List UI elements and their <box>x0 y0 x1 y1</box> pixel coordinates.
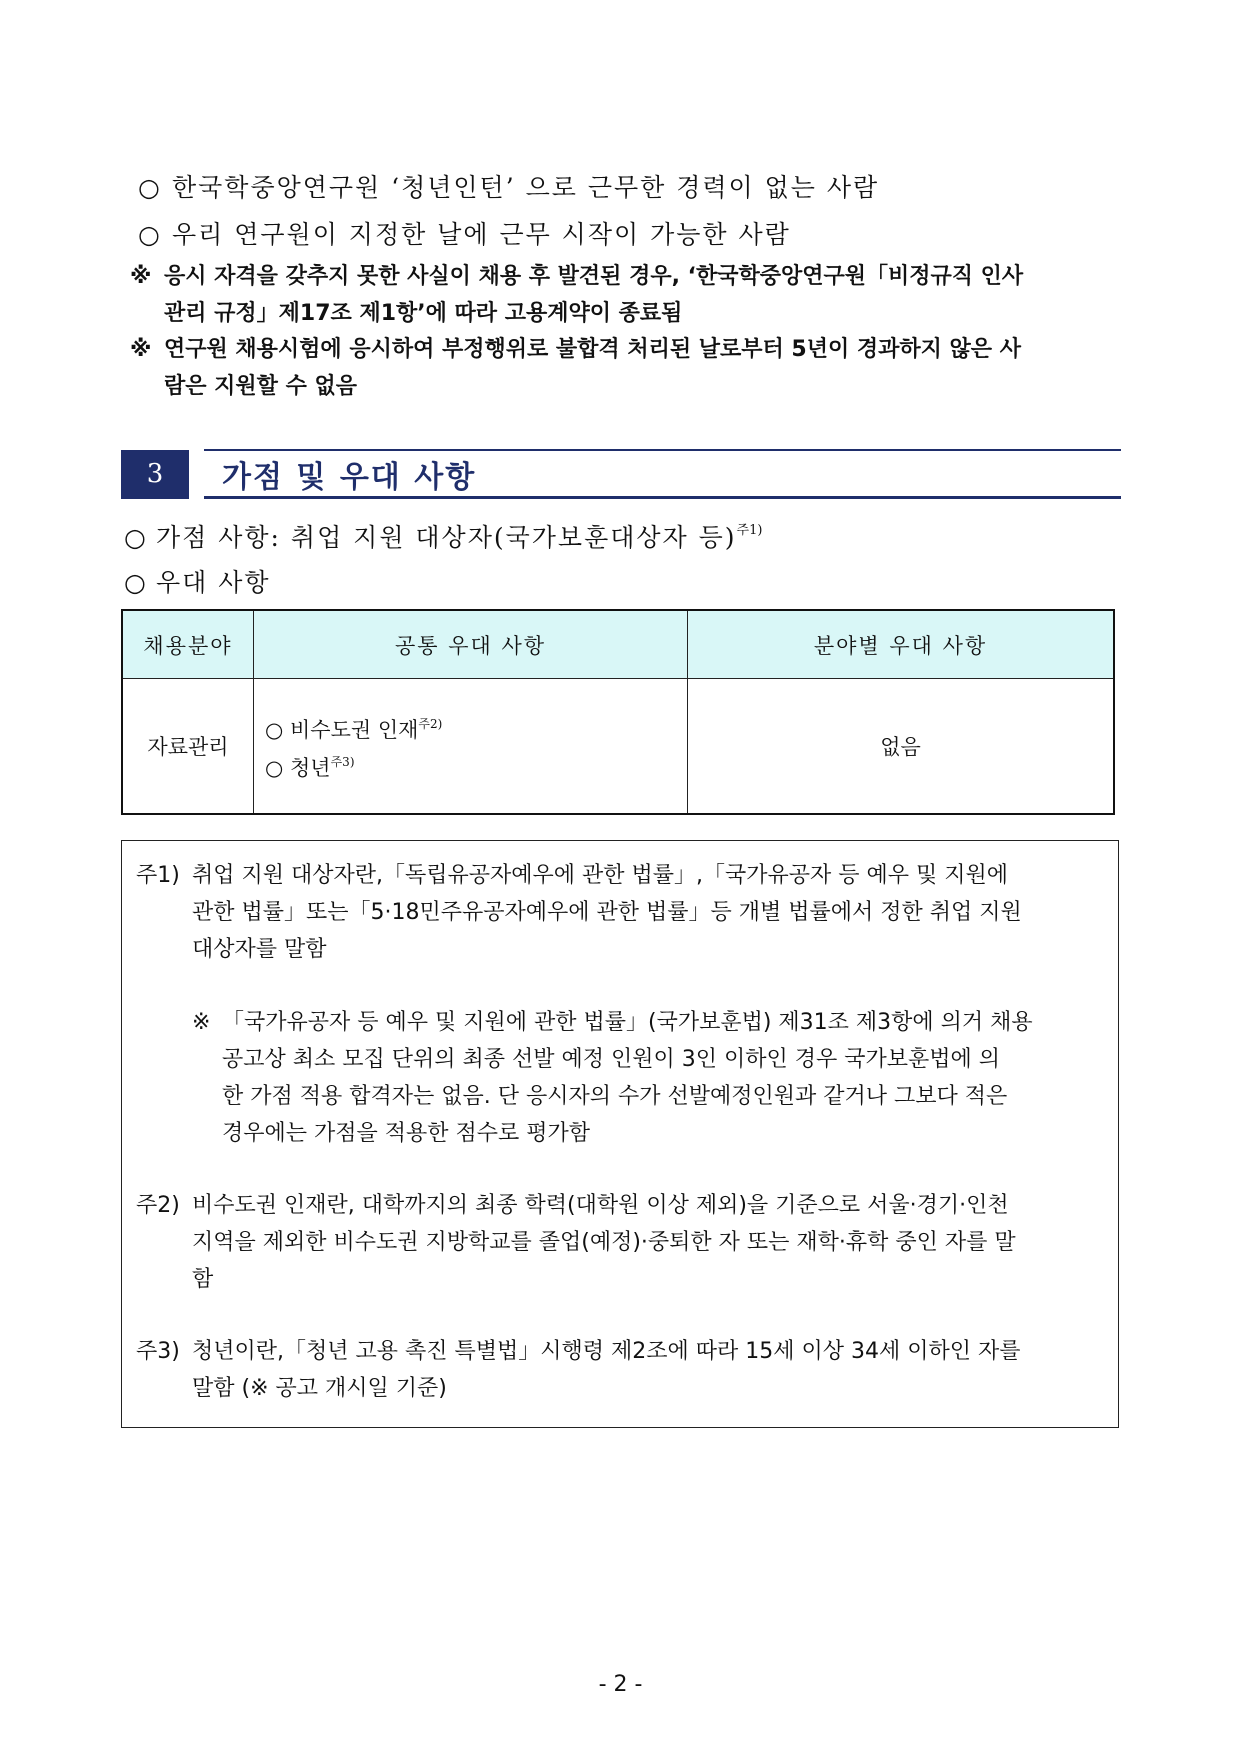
footnote-line: 청년이란,「청년 고용 촉진 특별법」시행령 제2조에 따라 15세 이상 34세 이하인 자를 <box>192 1339 1021 1364</box>
note-mark: ※ <box>130 337 152 362</box>
table-cell-common <box>254 679 688 815</box>
preference-text: 우대 사항 <box>156 568 271 597</box>
footnote-ref: 주1) <box>736 523 763 538</box>
footnote-label: 주1) <box>136 863 180 888</box>
footnote-label: 주3) <box>136 1339 180 1364</box>
preference-table <box>121 609 1115 815</box>
footnote-line: 경우에는 가점을 적용한 점수로 평가함 <box>222 1121 591 1146</box>
eligibility-note <box>130 258 1120 332</box>
bullet-mark: ○ <box>138 220 162 249</box>
section-rule-bottom <box>204 496 1121 499</box>
table-header: 채용분야 <box>122 610 254 679</box>
common-item <box>265 746 686 784</box>
table-header-row <box>122 610 1114 679</box>
eligibility-item <box>138 218 791 252</box>
eligibility-note <box>130 331 1120 405</box>
table-header: 분야별 우대 사항 <box>688 610 1115 679</box>
bullet-mark: ○ <box>265 718 284 742</box>
footnote-2 <box>136 1187 1108 1298</box>
table-cell-specific: 없음 <box>688 679 1115 815</box>
footnote-line: 관한 법률」또는「5·18민주유공자예우에 관한 법률」등 개별 법률에서 정한 취업 지원 <box>192 900 1022 925</box>
note-line: 연구원 채용시험에 응시하여 부정행위로 불합격 처리된 날로부터 5년이 경과하지 않은 사 <box>164 337 1021 362</box>
footnote-line: 비수도권 인재란, 대학까지의 최종 학력(대학원 이상 제외)을 기준으로 서울·경기·인천 <box>192 1193 1009 1218</box>
footnote-line: 한 가점 적용 합격자는 없음. 단 응시자의 수가 선발예정인원과 같거나 그보다 적은 <box>222 1084 1008 1109</box>
footnote-ref: 주3) <box>330 755 355 769</box>
footnote-line: 말함 (※ 공고 개시일 기준) <box>192 1376 447 1401</box>
note-line: 응시 자격을 갖추지 못한 사실이 채용 후 발견된 경우, ‘한국학중앙연구원「비정규직 인사 <box>164 264 1024 289</box>
footnote-sub-mark: ※ <box>192 1010 211 1035</box>
preference-item <box>124 563 271 599</box>
bullet-mark: ○ <box>265 756 284 780</box>
section-rule-top <box>204 449 1121 451</box>
footnote-line: 지역을 제외한 비수도권 지방학교를 졸업(예정)·중퇴한 자 또는 재학·휴학 중인 자를 말 <box>192 1230 1016 1255</box>
footnote-3 <box>136 1333 1108 1407</box>
section-title: 가점 및 우대 사항 <box>222 460 477 495</box>
footnote-ref: 주2) <box>418 717 443 731</box>
footnote-line: 「국가유공자 등 예우 및 지원에 관한 법률」(국가보훈법) 제31조 제3항에 의거 채용 <box>222 1010 1033 1035</box>
common-item-text: 비수도권 인재 <box>290 718 419 742</box>
footnote-1-sub <box>192 1004 1108 1152</box>
common-item <box>265 708 686 746</box>
table-cell-field: 자료관리 <box>122 679 254 815</box>
footnote-line: 취업 지원 대상자란,「독립유공자예우에 관한 법률」,「국가유공자 등 예우 및 지원에 <box>192 863 1008 888</box>
note-line: 람은 지원할 수 없음 <box>164 374 357 399</box>
footnote-label: 주2) <box>136 1193 180 1218</box>
footnotes-box <box>121 840 1119 1428</box>
table-header: 공통 우대 사항 <box>254 610 688 679</box>
bullet-mark: ○ <box>124 523 148 552</box>
eligibility-item <box>138 171 879 205</box>
note-mark: ※ <box>130 264 152 289</box>
bonus-item <box>124 518 762 554</box>
footnote-1 <box>136 857 1108 968</box>
eligibility-item-text: 우리 연구원이 지정한 날에 근무 시작이 가능한 사람 <box>172 220 791 249</box>
bullet-mark: ○ <box>124 568 148 597</box>
bullet-mark: ○ <box>138 173 162 202</box>
footnote-line: 함 <box>192 1267 214 1292</box>
page-number: - 2 - <box>598 1672 643 1697</box>
table-row <box>122 679 1114 815</box>
common-item-text: 청년 <box>290 756 331 780</box>
section-number: 3 <box>121 450 189 499</box>
note-line: 관리 규정」제17조 제1항’에 따라 고용계약이 종료됨 <box>164 301 683 326</box>
bonus-text: 가점 사항: 취업 지원 대상자(국가보훈대상자 등) <box>156 523 737 552</box>
footnote-line: 대상자를 말함 <box>192 937 327 962</box>
footnote-line: 공고상 최소 모집 단위의 최종 선발 예정 인원이 3인 이하인 경우 국가보훈법에 의 <box>222 1047 1000 1072</box>
eligibility-item-text: 한국학중앙연구원 ‘청년인턴’ 으로 근무한 경력이 없는 사람 <box>172 173 880 202</box>
